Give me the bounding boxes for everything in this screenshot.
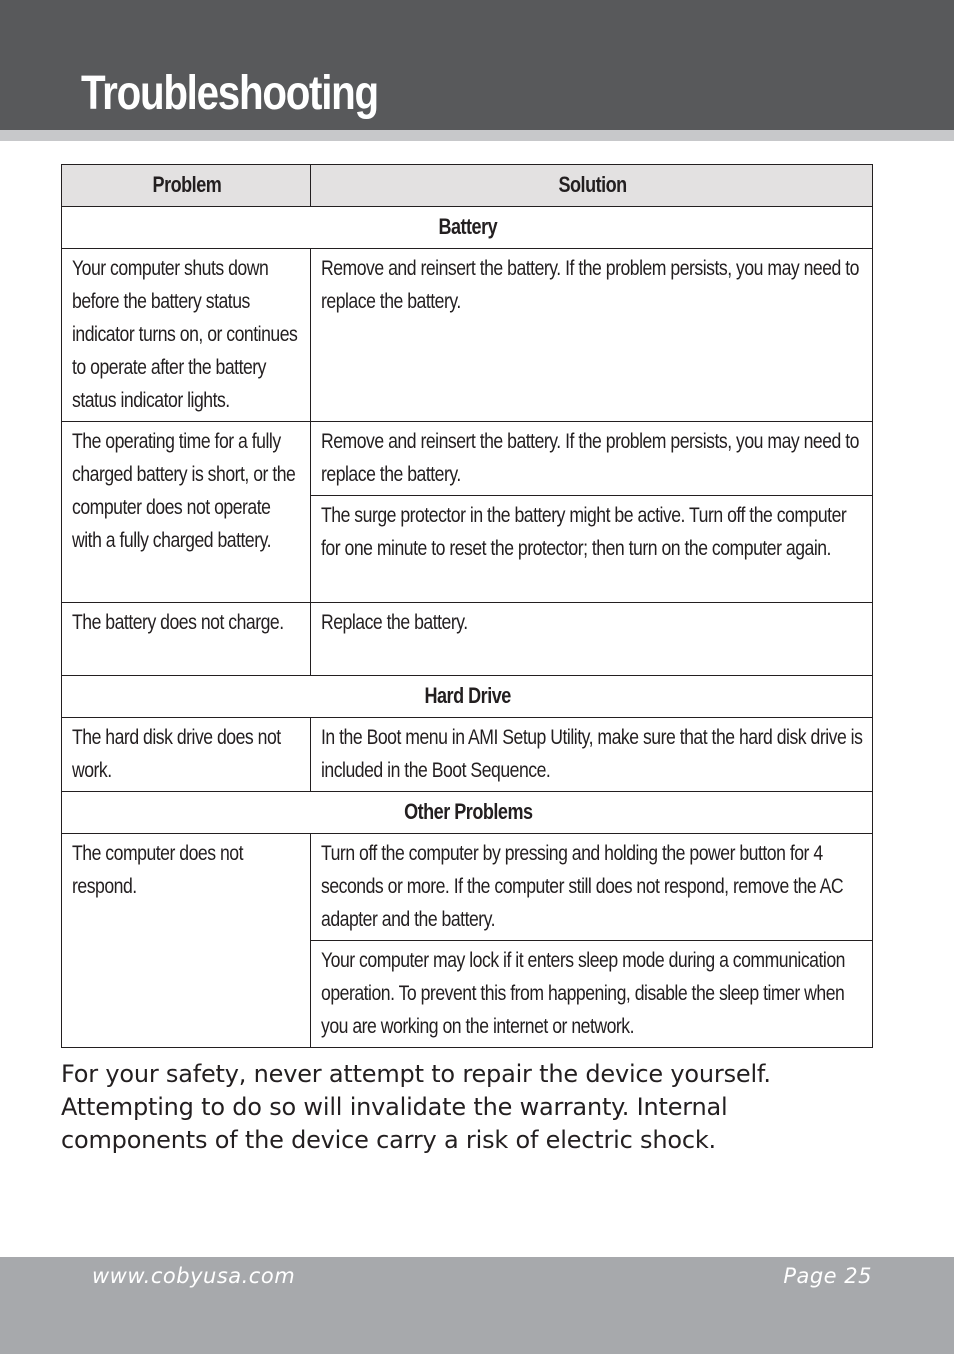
section-row-battery: [62, 207, 873, 249]
section-title: Battery: [62, 207, 873, 249]
table-row: [62, 422, 873, 496]
solution-cell: Remove and reinsert the battery. If the problem persists, you may need to replace the battery.: [311, 249, 873, 422]
problem-cell: Your computer shuts down before the battery status indicator turns on, or continues to operate after the battery status indicator lights.: [62, 249, 311, 422]
column-header-solution: Solution: [311, 165, 873, 207]
table-row: [62, 718, 873, 792]
problem-cell: The computer does not respond.: [62, 834, 311, 1048]
problem-cell: The hard disk drive does not work.: [62, 718, 311, 792]
solution-cell: The surge protector in the battery might be active. Turn off the computer for one minute to reset the protector; then turn on the computer again.: [311, 496, 873, 603]
table-row: [62, 834, 873, 941]
footer-website-link[interactable]: www.cobyusa.com: [92, 1264, 296, 1288]
problem-cell: The battery does not charge.: [62, 603, 311, 676]
solution-cell: Turn off the computer by pressing and holding the power button for 4 seconds or more. If the computer still does not respond, remove the AC adapter and the battery.: [311, 834, 873, 941]
problem-cell: The operating time for a fully charged battery is short, or the computer does not operate with a fully charged battery.: [62, 422, 311, 603]
safety-note: For your safety, never attempt to repair the device yourself. Attempting to do so will invalidate the warranty. Internal components of the device carry a risk of electric shock.: [61, 1060, 771, 1154]
table-row: [62, 603, 873, 676]
solution-cell: Your computer may lock if it enters sleep mode during a communication operation. To prevent this from happening, disable the sleep timer when you are working on the internet or network.: [311, 941, 873, 1048]
table-row: [62, 249, 873, 422]
solution-cell: In the Boot menu in AMI Setup Utility, make sure that the hard disk drive is included in the Boot Sequence.: [311, 718, 873, 792]
section-row-other-problems: [62, 792, 873, 834]
solution-cell: Replace the battery.: [311, 603, 873, 676]
header-stripe: [0, 130, 954, 141]
section-title: Other Problems: [62, 792, 873, 834]
section-row-hard-drive: [62, 676, 873, 718]
column-header-problem: Problem: [62, 165, 311, 207]
table-header-row: [62, 165, 873, 207]
footer-page-number: Page 25: [783, 1264, 872, 1288]
page-title: Troubleshooting: [81, 67, 378, 120]
solution-cell: Remove and reinsert the battery. If the problem persists, you may need to replace the battery.: [311, 422, 873, 496]
troubleshooting-table: [61, 164, 873, 1048]
section-title: Hard Drive: [62, 676, 873, 718]
